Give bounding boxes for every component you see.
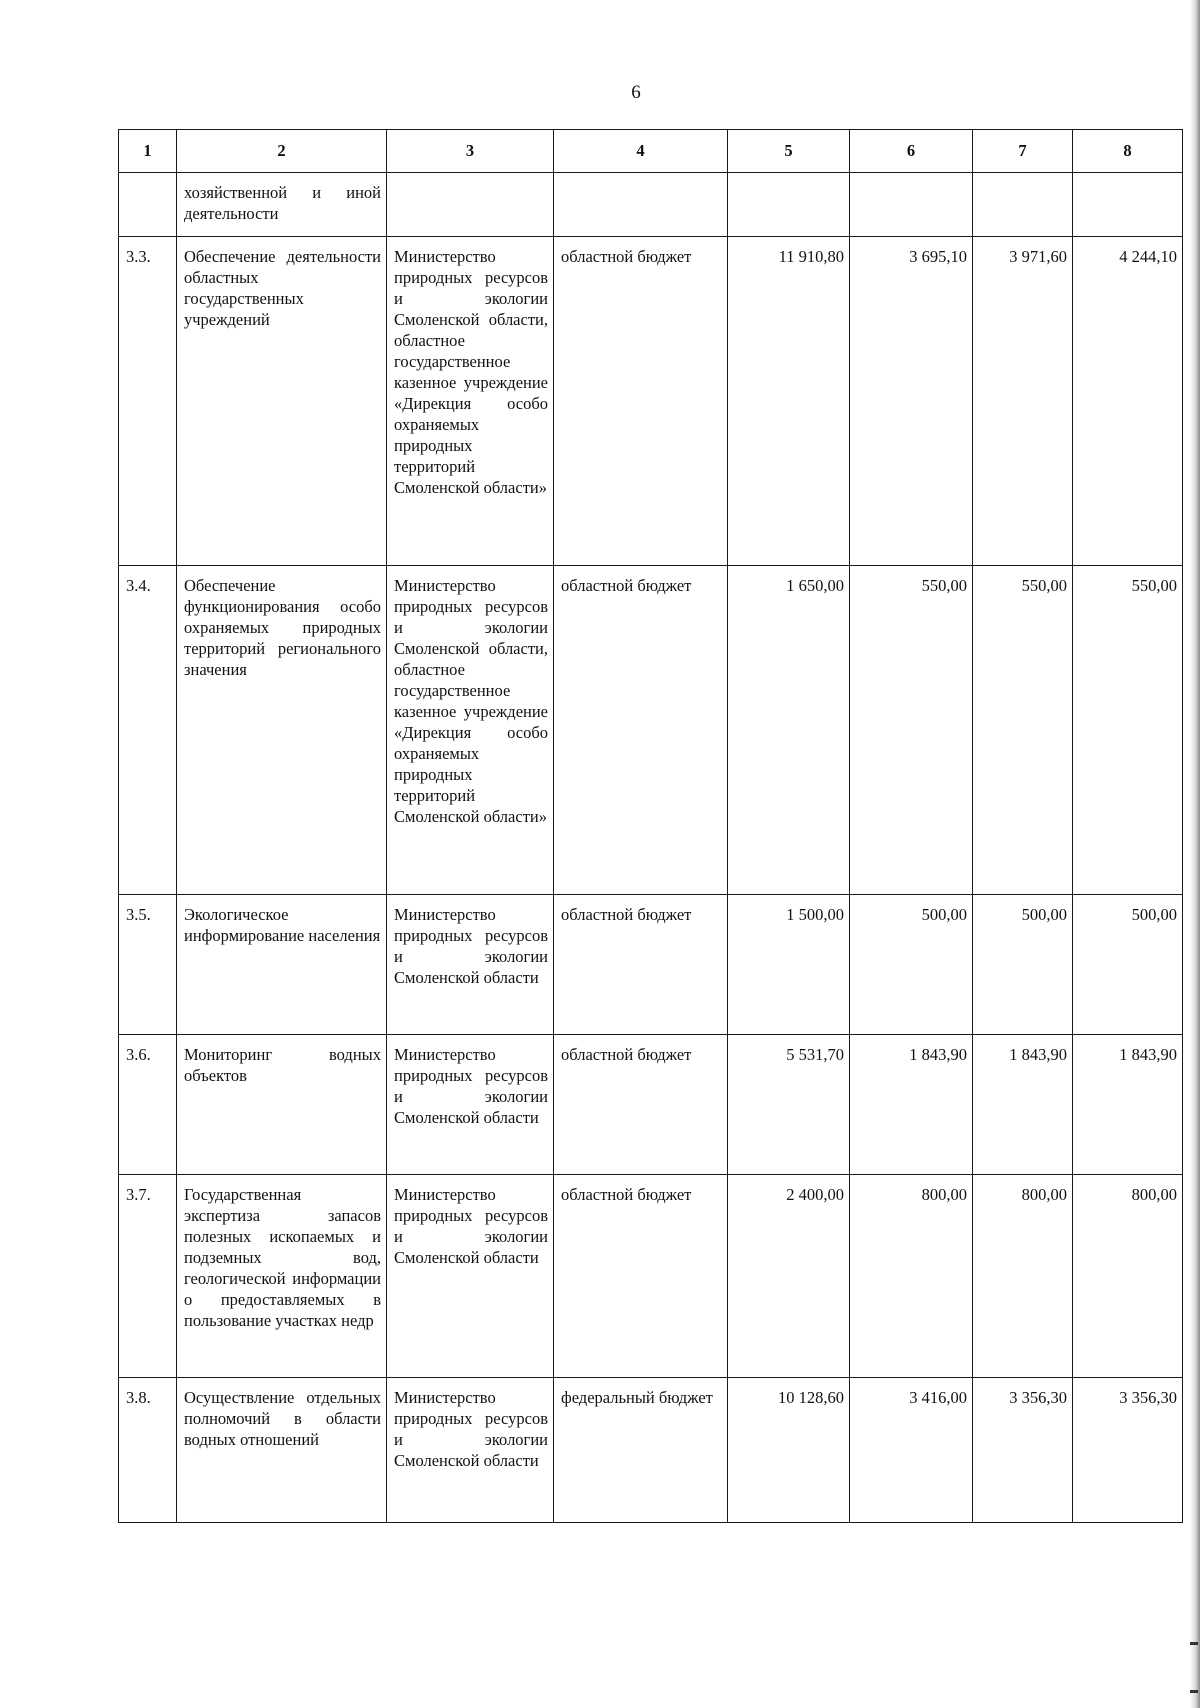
activity-name: Обеспечение деятельности областных государственных учреждений <box>177 237 387 566</box>
year1-amount: 800,00 <box>850 1175 973 1378</box>
table-row <box>119 566 1183 895</box>
executor: Министерство природных ресурсов и экологии Смоленской области, областное государственное казенное учреждение «Дирекция особо охраняемых природных территорий Смоленской области» <box>387 237 554 566</box>
total-amount: 11 910,80 <box>728 237 850 566</box>
column-header: 5 <box>728 130 850 173</box>
table-row <box>119 237 1183 566</box>
year3-amount: 3 356,30 <box>1073 1378 1183 1523</box>
column-header: 7 <box>973 130 1073 173</box>
total-amount: 1 650,00 <box>728 566 850 895</box>
year1-amount: 1 843,90 <box>850 1035 973 1175</box>
total-amount: 2 400,00 <box>728 1175 850 1378</box>
table-row <box>119 173 1183 237</box>
year3-amount: 4 244,10 <box>1073 237 1183 566</box>
item-number: 3.5. <box>119 895 177 1035</box>
scan-mark <box>1190 1690 1198 1693</box>
program-activities-table <box>118 129 1183 1523</box>
funding-source: областной бюджет <box>554 1175 728 1378</box>
item-number: 3.6. <box>119 1035 177 1175</box>
item-number: 3.3. <box>119 237 177 566</box>
table-row <box>119 1175 1183 1378</box>
year2-amount: 500,00 <box>973 895 1073 1035</box>
table-row <box>119 1035 1183 1175</box>
year2-amount <box>973 173 1073 237</box>
funding-source: областной бюджет <box>554 895 728 1035</box>
year2-amount: 1 843,90 <box>973 1035 1073 1175</box>
funding-source: областной бюджет <box>554 237 728 566</box>
year2-amount: 3 356,30 <box>973 1378 1073 1523</box>
column-header: 6 <box>850 130 973 173</box>
activity-name: Экологическое информирование населения <box>177 895 387 1035</box>
activity-name: Государственная экспертиза запасов полезных ископаемых и подземных вод, геологической информации о предоставляемых в пользование участках недр <box>177 1175 387 1378</box>
column-header: 4 <box>554 130 728 173</box>
activity-name: Осуществление отдельных полномочий в области водных отношений <box>177 1378 387 1523</box>
scan-mark <box>1190 1642 1198 1645</box>
year3-amount: 800,00 <box>1073 1175 1183 1378</box>
scan-edge <box>1190 0 1200 1708</box>
executor: Министерство природных ресурсов и экологии Смоленской области <box>387 1035 554 1175</box>
total-amount: 5 531,70 <box>728 1035 850 1175</box>
executor: Министерство природных ресурсов и экологии Смоленской области <box>387 1175 554 1378</box>
executor <box>387 173 554 237</box>
activity-name: Обеспечение функционирования особо охраняемых природных территорий регионального значения <box>177 566 387 895</box>
year1-amount: 3 416,00 <box>850 1378 973 1523</box>
funding-source: федеральный бюджет <box>554 1378 728 1523</box>
item-number: 3.7. <box>119 1175 177 1378</box>
executor: Министерство природных ресурсов и экологии Смоленской области, областное государственное казенное учреждение «Дирекция особо охраняемых природных территорий Смоленской области» <box>387 566 554 895</box>
total-amount <box>728 173 850 237</box>
year3-amount <box>1073 173 1183 237</box>
column-header: 1 <box>119 130 177 173</box>
year2-amount: 3 971,60 <box>973 237 1073 566</box>
funding-source: областной бюджет <box>554 566 728 895</box>
item-number: 3.4. <box>119 566 177 895</box>
activity-name: хозяйственной и иной деятельности <box>177 173 387 237</box>
year3-amount: 1 843,90 <box>1073 1035 1183 1175</box>
executor: Министерство природных ресурсов и экологии Смоленской области <box>387 1378 554 1523</box>
year1-amount: 550,00 <box>850 566 973 895</box>
column-header: 2 <box>177 130 387 173</box>
table-row <box>119 1378 1183 1523</box>
year2-amount: 800,00 <box>973 1175 1073 1378</box>
funding-source: областной бюджет <box>554 1035 728 1175</box>
year1-amount <box>850 173 973 237</box>
item-number <box>119 173 177 237</box>
total-amount: 1 500,00 <box>728 895 850 1035</box>
page-number: 6 <box>631 82 641 103</box>
column-header: 8 <box>1073 130 1183 173</box>
table-row <box>119 895 1183 1035</box>
table-header-row <box>119 130 1183 173</box>
item-number: 3.8. <box>119 1378 177 1523</box>
year3-amount: 550,00 <box>1073 566 1183 895</box>
year1-amount: 500,00 <box>850 895 973 1035</box>
total-amount: 10 128,60 <box>728 1378 850 1523</box>
year1-amount: 3 695,10 <box>850 237 973 566</box>
executor: Министерство природных ресурсов и экологии Смоленской области <box>387 895 554 1035</box>
funding-source <box>554 173 728 237</box>
activity-name: Мониторинг водных объектов <box>177 1035 387 1175</box>
year2-amount: 550,00 <box>973 566 1073 895</box>
year3-amount: 500,00 <box>1073 895 1183 1035</box>
column-header: 3 <box>387 130 554 173</box>
